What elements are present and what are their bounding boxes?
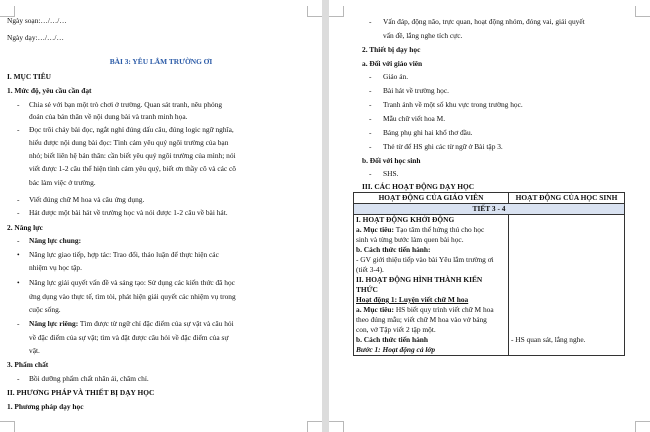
list-item-line: Chia sẻ với bạn một trò chơi ở trường. Quan sát tranh, nêu phỏng (29, 100, 223, 109)
margin-corner-mark (329, 421, 344, 432)
list-item-line: viết được 1-2 câu thể hiện tình cảm yêu quý, biết ơn thầy cô và các cô (29, 164, 236, 173)
list-item-line: bác làm việc ở trường. (29, 178, 96, 187)
table-row (354, 204, 625, 215)
list-item-line: Bài hát về trường học. (383, 86, 449, 95)
list-item-line: Hát được một bài hát về trường học và nói được 1-2 câu về bài hát. (29, 208, 228, 217)
date-taught: Ngày dạy:…/…/… (7, 33, 64, 42)
method-label: b. Cách thức tiến hành (356, 335, 428, 344)
list-item-line: Mẫu chữ viết hoa M. (383, 114, 446, 123)
subsection-heading: a. Đối với giáo viên (362, 59, 423, 68)
bullet-dash: - (17, 125, 20, 134)
bullet-dash: - (369, 114, 372, 123)
bullet-dot: • (17, 278, 20, 287)
subsection-heading: 1. Phương pháp dạy học (7, 402, 84, 411)
method-label: b. Cách thức tiến hành: (356, 245, 431, 254)
document-page-left (0, 0, 322, 432)
goal-text: HS biết quy trình viết chữ M hoa (393, 305, 494, 314)
list-item-line: ứng dụng vào thực tế, tìm tòi, phát hiện giải quyết các nhiệm vụ trong (29, 292, 236, 301)
list-item-line: Tranh ảnh về một số khu vực trong trường học. (383, 100, 523, 109)
activities-table (353, 192, 625, 356)
list-item-line: hiểu được nội dung bài đọc: Tình cảm yêu quý ngôi trường của bạn (29, 138, 229, 147)
period-label: TIẾT 3 - 4 (354, 204, 625, 215)
margin-corner-mark (307, 421, 322, 432)
subsection-heading: 2. Năng lực (7, 223, 43, 232)
bullet-dash: - (369, 128, 372, 137)
margin-corner-mark (635, 6, 650, 17)
cell-text-line: theo đúng mẫu; viết chữ M hoa vào vở bảng (356, 315, 487, 324)
nl-chung-label: Năng lực chung: (29, 236, 82, 245)
bullet-dash: - (369, 17, 372, 26)
nl-rieng-line (29, 319, 234, 329)
table-row (354, 215, 625, 356)
activity-heading: THỨC (356, 285, 378, 294)
bullet-dash: - (17, 208, 20, 217)
cell-text-line: con, vở Tập viết 2 tập một. (356, 325, 436, 334)
subsection-heading: 1. Mức độ, yêu cầu cần đạt (7, 86, 92, 95)
list-item-line: cuộc sống. (29, 305, 61, 314)
student-activity-text: - HS quan sát, lắng nghe. (511, 335, 586, 344)
list-item-line: Bồi dưỡng phẩm chất nhân ái, chăm chỉ. (29, 374, 149, 383)
section-heading: I. MỤC TIÊU (7, 72, 52, 81)
bullet-dash: - (17, 100, 20, 109)
subsection-heading: b. Đối với học sinh (362, 156, 421, 165)
margin-corner-mark (307, 6, 322, 17)
margin-corner-mark (329, 6, 344, 17)
goal-label: a. Mục tiêu: (356, 305, 394, 314)
list-item-line: về đặc điểm của sự vật; tìm và đặt được câu hỏi về đặc điểm của sự (29, 333, 229, 342)
cell-text-line (356, 225, 506, 235)
table-header-row (354, 193, 625, 204)
bullet-dash: - (17, 319, 20, 328)
bullet-dash: - (369, 100, 372, 109)
list-item-line: vấn đề, lắng nghe tích cực. (383, 31, 463, 40)
bullet-dash: - (369, 142, 372, 151)
cell-text-line: - GV giới thiệu tiếp vào bài Yêu lắm trường ơi (356, 255, 494, 264)
bullet-dash: - (369, 72, 372, 81)
student-activity-cell (509, 215, 625, 356)
list-item-line: vật. (29, 346, 40, 355)
step-label: Bước 1: Hoạt động cả lớp (356, 345, 436, 354)
lesson-title: BÀI 3: YÊU LẮM TRƯỜNG ƠI (109, 57, 213, 66)
bullet-dot: • (17, 250, 20, 259)
list-item-line: Bảng phụ ghi hai khổ thơ đầu. (383, 128, 473, 137)
column-header-student: HOẠT ĐỘNG CỦA HỌC SINH (509, 193, 625, 204)
teacher-activity-cell (354, 215, 509, 356)
list-item-line: Vấn đáp, động não, trực quan, hoạt động nhóm, đóng vai, giải quyết (383, 17, 585, 26)
section-heading: III. CÁC HOẠT ĐỘNG DẠY HỌC (362, 182, 475, 191)
column-header-teacher: HOẠT ĐỘNG CỦA GIÁO VIÊN (354, 193, 509, 204)
cell-text-line: (tiết 3-4). (356, 265, 384, 274)
bullet-dash: - (17, 374, 20, 383)
bullet-dash: - (369, 86, 372, 95)
list-item-line: Thẻ từ để HS ghi các từ ngữ ở Bài tập 3. (383, 142, 503, 151)
cell-text-line (356, 305, 506, 315)
cell-text-line: sinh và từng bước làm quen bài học. (356, 235, 464, 244)
list-item-line: Năng lực giải quyết vấn đề và sáng tạo: Sử dụng các kiến thức đã học (29, 278, 235, 287)
date-prepared: Ngày soạn:…/…/… (7, 16, 67, 25)
list-item-line: Viết đúng chữ M hoa và câu ứng dụng. (29, 195, 145, 204)
list-item-line: nhiệm vụ học tập. (29, 263, 82, 272)
activity-heading: I. HOẠT ĐỘNG KHỞI ĐỘNG (356, 215, 455, 224)
goal-label: a. Mục tiêu: (356, 225, 394, 234)
subsection-heading: 2. Thiết bị dạy học (362, 45, 421, 54)
list-item-line: Năng lực giao tiếp, hợp tác: Trao đổi, thảo luận để thực hiện các (29, 250, 219, 259)
list-item-line: SHS. (383, 169, 399, 178)
bullet-dash: - (17, 195, 20, 204)
margin-corner-mark (635, 421, 650, 432)
section-heading: II. PHƯƠNG PHÁP VÀ THIẾT BỊ DẠY HỌC (7, 388, 155, 397)
list-item-line: nhỏ; biết liên hệ bản thân: cần biết yêu quý ngôi trường của mình; nói (29, 151, 236, 160)
list-item-line: Đọc trôi chảy bài đọc, ngắt nghỉ đúng dấu câu, đúng logic ngữ nghĩa, (29, 125, 234, 134)
nl-rieng-label: Năng lực riêng: (29, 319, 79, 328)
subsection-heading: 3. Phẩm chất (7, 360, 49, 369)
list-item-line: Giáo án. (383, 72, 409, 81)
nl-rieng-text: Tìm được từ ngữ chỉ đặc điểm của sự vật và câu hỏi (78, 319, 234, 328)
activity-heading: II. HOẠT ĐỘNG HÌNH THÀNH KIẾN (356, 275, 483, 284)
bullet-dash: - (369, 169, 372, 178)
list-item-line: đoán của bản thân về nội dung bài và tranh minh họa. (29, 112, 188, 121)
bullet-dash: - (17, 236, 20, 245)
margin-corner-mark (0, 421, 15, 432)
activity-title: Hoạt động 1: Luyện viết chữ M hoa (356, 295, 469, 304)
goal-text: Tạo tâm thế hứng thú cho học (393, 225, 485, 234)
document-page-right (329, 0, 650, 432)
